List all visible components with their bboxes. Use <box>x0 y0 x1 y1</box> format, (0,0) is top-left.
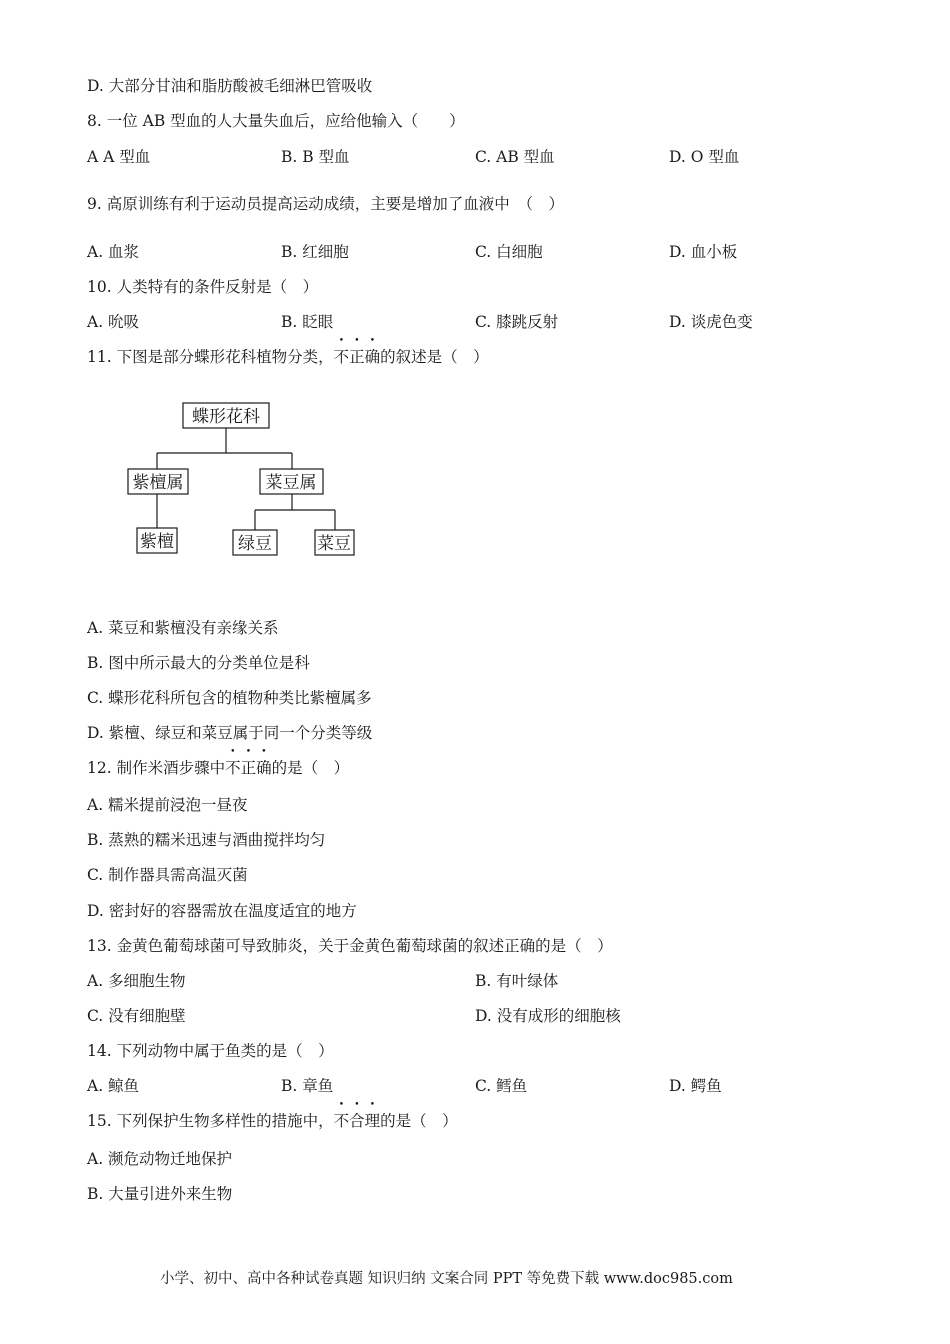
q9-option-c: C. 白细胞 <box>475 243 543 261</box>
q8-stem: 8. 一位 AB 型血的人大量失血后，应给他输入（ ） <box>87 112 465 130</box>
q14-option-b: B. 章鱼 <box>281 1077 334 1095</box>
q11-stem-pre: 11. 下图是部分蝶形花科植物分类， <box>87 348 334 366</box>
q12-option-c: C. 制作器具需高温灭菌 <box>87 866 248 884</box>
q13-option-c: C. 没有细胞壁 <box>87 1007 186 1025</box>
diagram-species3-label: 菜豆 <box>317 534 351 554</box>
q12-option-d: D. 密封好的容器需放在温度适宜的地方 <box>87 902 357 920</box>
q15-stem-post: 的是（ ） <box>380 1112 458 1130</box>
q12-emph-char-2: 正 <box>240 759 257 777</box>
q11-option-b: B. 图中所示最大的分类单位是科 <box>87 654 310 672</box>
q9-option-a: A. 血浆 <box>87 243 140 261</box>
q12-option-b: B. 蒸熟的糯米迅速与酒曲搅拌均匀 <box>87 831 326 849</box>
q15-emph-char-1: 不 <box>333 1112 350 1130</box>
q9-stem: 9. 高原训练有利于运动员提高运动成绩，主要是增加了血液中 （ ） <box>87 195 564 213</box>
q9-option-b: B. 红细胞 <box>281 243 349 261</box>
q11-emph-char-2: 正 <box>349 348 365 366</box>
diagram-genus2-label: 菜豆属 <box>265 473 317 493</box>
q15-stem-pre: 15. 下列保护生物多样性的措施中， <box>87 1112 334 1130</box>
q11-option-a: A. 菜豆和紫檀没有亲缘关系 <box>87 619 279 637</box>
q8-option-b: B. B 型血 <box>281 148 350 166</box>
q15-option-b: B. 大量引进外来生物 <box>87 1185 233 1203</box>
q14-option-d: D. 鳄鱼 <box>669 1077 722 1095</box>
q14-option-c: C. 鳕鱼 <box>475 1077 528 1095</box>
q10-option-a: A. 吮吸 <box>87 313 140 331</box>
q14-stem: 14. 下列动物中属于鱼类的是（ ） <box>87 1042 334 1060</box>
q13-option-b: B. 有叶绿体 <box>475 972 559 990</box>
q8-option-d: D. O 型血 <box>669 148 740 166</box>
diagram-species2-label: 绿豆 <box>238 534 272 554</box>
diagram-root-label: 蝶形花科 <box>192 407 260 427</box>
taxonomy-diagram <box>120 395 370 565</box>
q7-option-d: D. 大部分甘油和脂肪酸被毛细淋巴管吸收 <box>87 77 373 95</box>
q14-option-a: A. 鲸鱼 <box>87 1077 140 1095</box>
q12-stem-post: 的是（ ） <box>271 759 350 777</box>
q11-option-d: D. 紫檀、绿豆和菜豆属于同一个分类等级 <box>87 724 373 742</box>
q15-emph-char-2: 合 <box>349 1112 365 1130</box>
page-footer: 小学、初中、高中各种试卷真题 知识归纳 文案合同 PPT 等免费下载 www.doc985.com <box>160 1271 733 1287</box>
q11-emph-char-3: 确 <box>364 348 381 366</box>
q13-stem: 13. 金黄色葡萄球菌可导致肺炎，关于金黄色葡萄球菌的叙述正确的是（ ） <box>87 937 613 955</box>
q13-option-a: A. 多细胞生物 <box>87 972 186 990</box>
q12-stem-pre: 12. 制作米酒步骤中 <box>87 759 226 777</box>
q15-stem <box>87 1111 458 1131</box>
q12-emph-char-1: 不 <box>225 759 241 777</box>
q8-option-a: A A 型血 <box>87 148 151 166</box>
q11-option-c: C. 蝶形花科所包含的植物种类比紫檀属多 <box>87 689 372 707</box>
q8-option-c: C. AB 型血 <box>475 148 555 166</box>
q10-stem: 10. 人类特有的条件反射是（ ） <box>87 278 319 296</box>
q12-option-a: A. 糯米提前浸泡一昼夜 <box>87 796 248 814</box>
q11-stem <box>87 347 489 367</box>
diagram-species1-label: 紫檀 <box>140 532 174 552</box>
q15-emph-char-3: 理 <box>364 1112 381 1130</box>
q10-option-d: D. 谈虎色变 <box>669 313 753 331</box>
q13-option-d: D. 没有成形的细胞核 <box>475 1007 621 1025</box>
diagram-genus1-label: 紫檀属 <box>132 473 184 493</box>
q11-stem-post: 的叙述是（ ） <box>380 348 489 366</box>
q11-emph-char-1: 不 <box>333 348 350 366</box>
q12-stem <box>87 758 349 778</box>
q9-option-d: D. 血小板 <box>669 243 738 261</box>
q10-option-c: C. 膝跳反射 <box>475 313 559 331</box>
q12-emph-char-3: 确 <box>256 759 272 777</box>
q10-option-b: B. 眨眼 <box>281 313 334 331</box>
q15-option-a: A. 濒危动物迁地保护 <box>87 1150 233 1168</box>
